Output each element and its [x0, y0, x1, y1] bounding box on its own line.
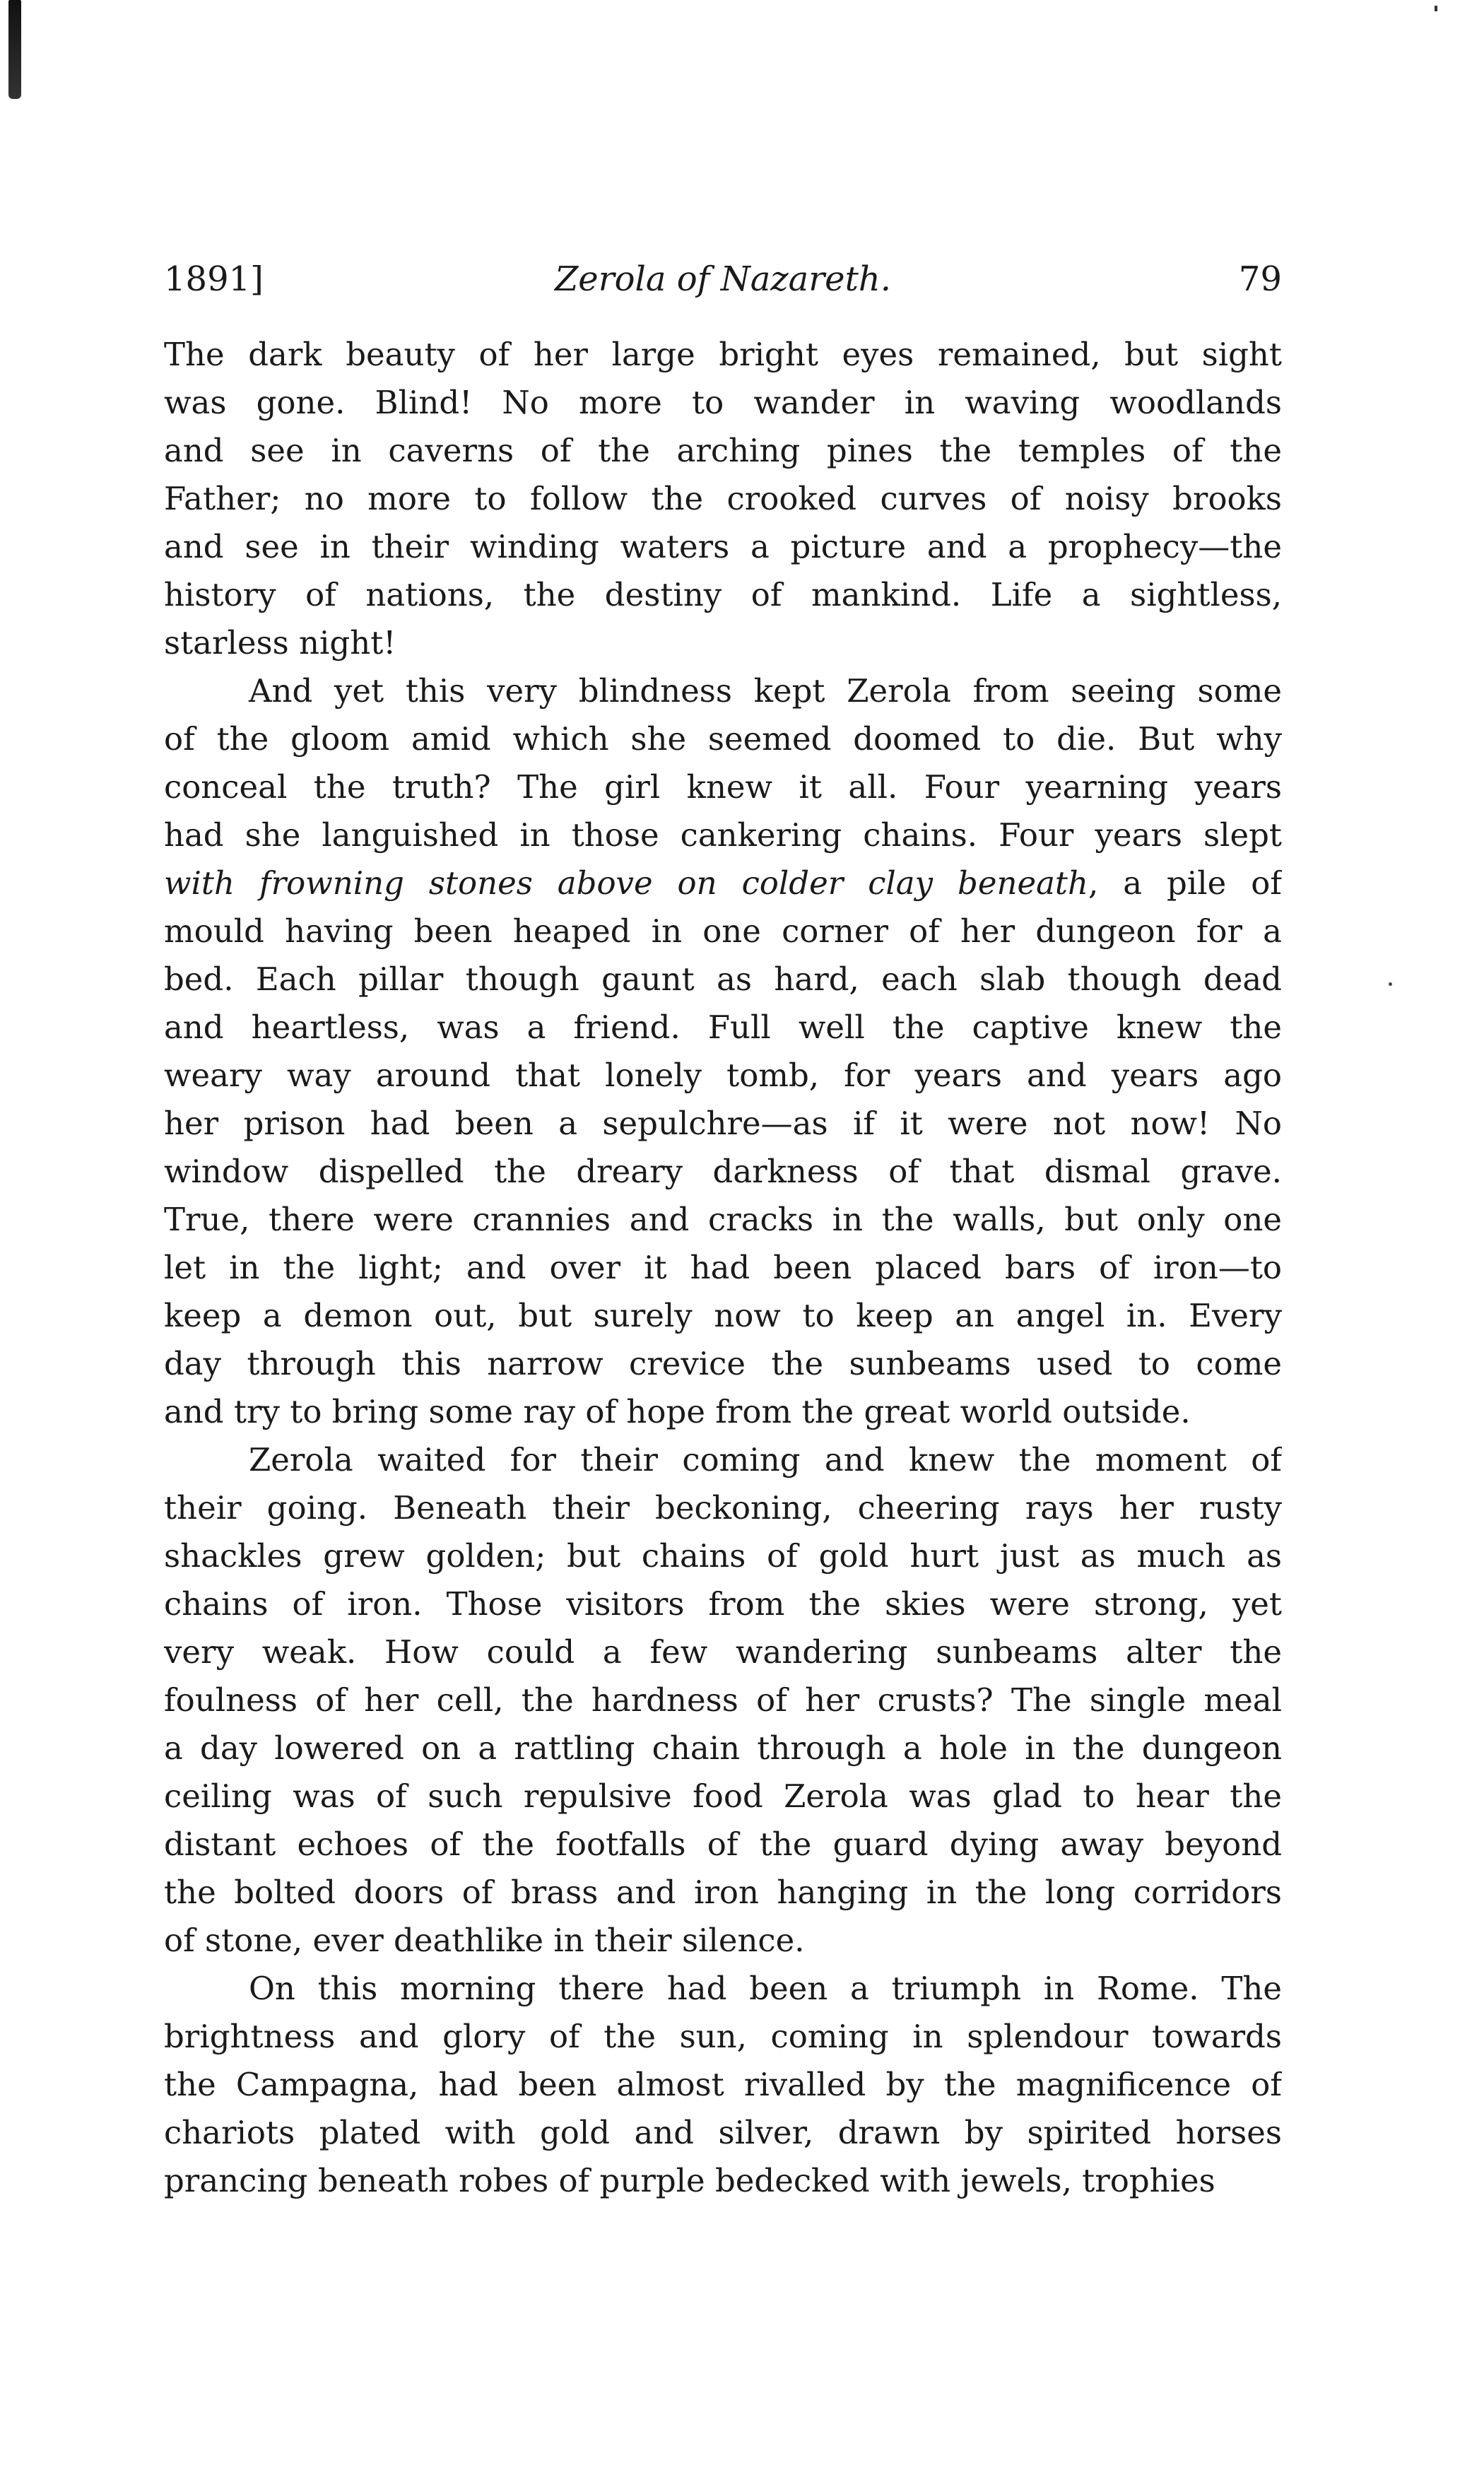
text-line: a day lowered on a rattling chain through a hole in the dungeon — [164, 1729, 1282, 1767]
text-line: ceiling was of such repulsive food Zerola was glad to hear the — [164, 1777, 1282, 1815]
text-line: keep a demon out, but surely now to keep an angel in. Every — [164, 1297, 1282, 1334]
paragraph — [164, 667, 1282, 1436]
text-line: and see in caverns of the arching pines the temples of the — [164, 432, 1282, 469]
text-line: let in the light; and over it had been placed bars of iron—to — [164, 1249, 1282, 1286]
text-line: the bolted doors of brass and iron hanging in the long corridors — [164, 1874, 1282, 1911]
page-number: 79 — [1238, 259, 1282, 299]
text-line: and see in their winding waters a picture and a prophecy—the — [164, 528, 1282, 565]
text-line: and try to bring some ray of hope from the great world outside. — [164, 1393, 1191, 1430]
text-line: shackles grew golden; but chains of gold hurt just as much as — [164, 1537, 1282, 1575]
text-line: mould having been heaped in one corner of her dungeon for a — [164, 912, 1282, 950]
text-line: with frowning stones above on colder clay beneath, a pile of — [164, 864, 1282, 902]
header-title: Zerola of Nazareth. — [554, 259, 892, 299]
text-line: foulness of her cell, the hardness of her crusts? The single meal — [164, 1681, 1282, 1719]
text-line: chains of iron. Those visitors from the skies were strong, yet — [164, 1585, 1282, 1623]
paragraph — [164, 1436, 1282, 1965]
text-line: day through this narrow crevice the sunbeams used to come — [164, 1345, 1282, 1382]
scan-artifact-left — [8, 0, 21, 99]
text-line: conceal the truth? The girl knew it all. Four yearning years — [164, 768, 1282, 806]
scan-artifact-corner — [1435, 6, 1437, 11]
text-line: was gone. Blind! No more to wander in waving woodlands — [164, 384, 1282, 421]
text-line: Father; no more to follow the crooked curves of noisy brooks — [164, 480, 1282, 517]
text-line: weary way around that lonely tomb, for years and years ago — [164, 1057, 1282, 1094]
text-line: bed. Each pillar though gaunt as hard, each slab though dead — [164, 960, 1282, 998]
text-line: and heartless, was a friend. Full well the captive knew the — [164, 1009, 1282, 1046]
text-line: window dispelled the dreary darkness of that dismal grave. — [164, 1153, 1282, 1190]
text-line: the Campagna, had been almost rivalled by the magnificence of — [164, 2066, 1282, 2103]
body-text — [164, 331, 1282, 2205]
text-line: very weak. How could a few wandering sunbeams alter the — [164, 1633, 1282, 1671]
text-line: their going. Beneath their beckoning, cheering rays her rusty — [164, 1489, 1282, 1527]
text-line: The dark beauty of her large bright eyes remained, but sight — [164, 336, 1282, 373]
text-line: True, there were crannies and cracks in the walls, but only one — [164, 1201, 1282, 1238]
running-header — [164, 251, 1282, 307]
text-line: And yet this very blindness kept Zerola from seeing some — [249, 672, 1282, 710]
text-line: starless night! — [164, 624, 396, 662]
text-line: had she languished in those cankering chains. Four years slept — [164, 816, 1282, 854]
text-line: prancing beneath robes of purple bedecked with jewels, trophies — [164, 2162, 1215, 2199]
text-line: her prison had been a sepulchre—as if it were not now! No — [164, 1105, 1282, 1142]
paragraph — [164, 1965, 1282, 2205]
scan-artifact-margin — [1389, 982, 1392, 986]
paragraph — [164, 331, 1282, 667]
text-line: Zerola waited for their coming and knew the moment of — [249, 1441, 1282, 1478]
text-line: of the gloom amid which she seemed doomed to die. But why — [164, 720, 1282, 758]
text-line: history of nations, the destiny of mankind. Life a sightless, — [164, 576, 1282, 613]
text-line: On this morning there had been a triumph in Rome. The — [249, 1970, 1282, 2007]
text-line: of stone, ever deathlike in their silence. — [164, 1922, 805, 1959]
header-year: 1891] — [164, 259, 264, 299]
text-line: brightness and glory of the sun, coming in splendour towards — [164, 2018, 1282, 2055]
text-line: distant echoes of the footfalls of the guard dying away beyond — [164, 1825, 1282, 1863]
text-line: chariots plated with gold and silver, drawn by spirited horses — [164, 2114, 1282, 2151]
